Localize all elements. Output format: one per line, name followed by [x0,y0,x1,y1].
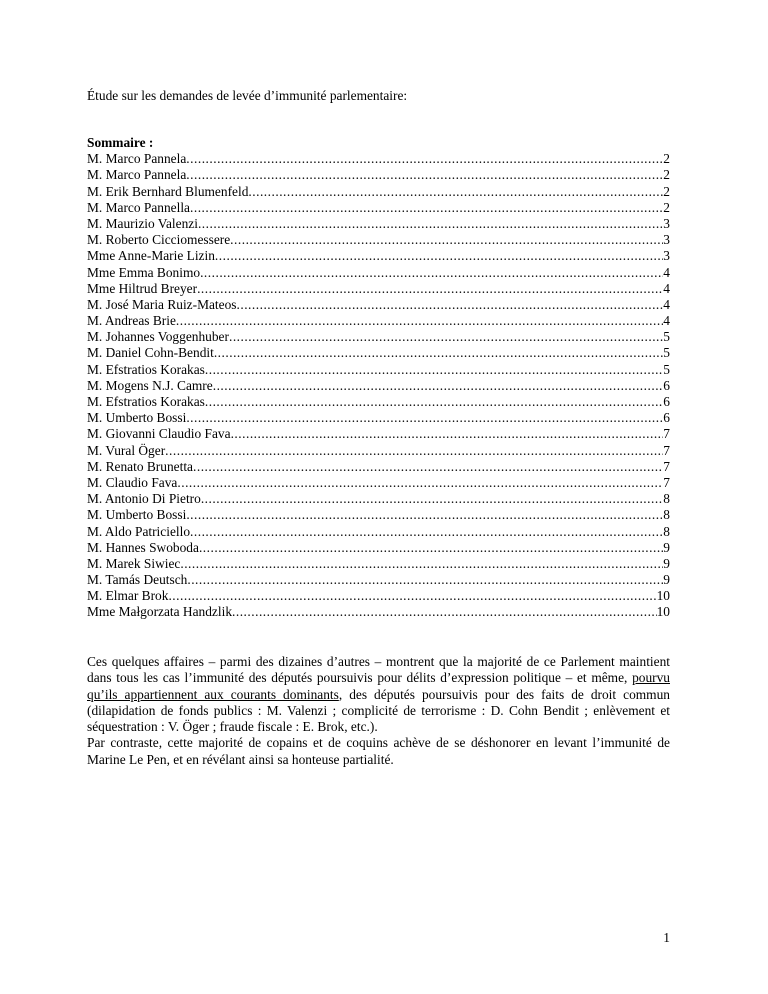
toc-entry-name: M. Hannes Swoboda [87,539,199,555]
toc-entry[interactable] [87,232,670,248]
toc-entry[interactable] [87,200,670,216]
toc-entry-name: M. Renato Brunetta [87,458,193,474]
toc-entry[interactable] [87,459,670,475]
toc-dot-leader [205,362,663,378]
toc-dot-leader [215,248,663,264]
paragraph-1 [87,654,670,735]
toc-entry[interactable] [87,329,670,345]
toc-entry-name: M. Claudio Fava [87,474,178,490]
toc-entry[interactable] [87,540,670,556]
paragraph-1-before: Ces quelques affaires – parmi des dizaines d’autres – montrent que la majorité de ce Parlement maintient dans tous les cas l’immunité des députés poursuivis pour délits d’expression politique – et même, [87,654,670,686]
toc-entry-name: Mme Hiltrud Breyer [87,280,198,296]
toc-entry[interactable] [87,556,670,572]
toc-entry[interactable] [87,167,670,183]
toc-entry-name: Mme Anne-Marie Lizin [87,248,215,264]
toc-entry[interactable] [87,443,670,459]
toc-entry-name: M. Daniel Cohn-Bendit [87,345,214,361]
page-number: 1 [663,930,670,945]
toc-entry-page: 4 [663,264,670,280]
toc-list [87,151,670,620]
toc-entry[interactable] [87,491,670,507]
toc-entry-name: M. Marco Pannela [87,167,187,183]
toc-entry[interactable] [87,248,670,264]
toc-entry-page: 2 [663,183,670,199]
toc-entry-page: 6 [663,394,670,409]
toc-entry[interactable] [87,297,670,313]
toc-entry-name: M. Umberto Bossi [87,410,187,426]
toc-entry-page: 3 [663,248,670,264]
paragraph-2: Par contraste, cette majorité de copains et de coquins achève de se déshonorer en levant l’immunité de Marine Le Pen, et en révélant ainsi sa honteuse partialité. [87,735,670,767]
toc-dot-leader [198,216,663,232]
toc-entry-name: M. Roberto Cicciomessere [87,232,231,248]
toc-dot-leader [190,524,663,540]
toc-entry[interactable] [87,475,670,491]
toc-entry-page: 8 [663,491,670,507]
toc-entry-name: M. Tamás Deutsch [87,572,188,588]
toc-entry-page: 3 [663,215,670,231]
toc-dot-leader [248,184,663,200]
toc-entry-name: M. Johannes Voggenhuber [87,329,229,345]
toc-dot-leader [229,329,663,345]
toc-dot-leader [231,426,664,442]
toc-entry-page: 10 [656,604,670,620]
toc-entry-name: M. Vural Öger [87,442,166,458]
toc-entry-page: 6 [663,377,670,393]
toc-entry-page: 5 [663,345,670,361]
toc-entry-name: M. Erik Bernhard Blumenfeld [87,183,249,199]
toc-dot-leader [199,540,663,556]
toc-entry-page: 9 [663,572,670,588]
toc-entry-name: M. Maurizio Valenzi [87,215,198,231]
toc-entry[interactable] [87,265,670,281]
toc-entry-page: 9 [663,555,670,571]
toc-entry-page: 2 [663,199,670,215]
toc-dot-leader [230,232,663,248]
toc-entry-page: 7 [663,442,670,458]
toc-dot-leader [197,281,663,297]
toc-entry[interactable] [87,604,670,620]
toc-entry-name: M. Elmar Brok [87,588,169,604]
paragraph-1-after: , des députés poursuivis pour des faits de droit commun (dilapidation de fonds publics : M. Valenzi ; complicité de terrorisme : D. Cohn Bendit ; enlèvement et séquestration : V. Öger ; fraude fiscale : E. Brok, etc.). [87,686,670,735]
toc-entry-page: 4 [663,280,670,296]
toc-entry-page: 4 [663,313,670,329]
toc-entry-name: Mme Emma Bonimo [87,264,201,280]
toc-entry-name: M. José Maria Ruiz-Mateos [87,296,237,312]
toc-entry-page: 9 [663,539,670,555]
toc-dot-leader [237,297,664,313]
toc-entry[interactable] [87,151,670,167]
toc-entry-name: M. Aldo Patriciello [87,523,191,539]
toc-entry-page: 6 [663,410,670,426]
toc-entry-page: 10 [656,588,670,604]
toc-dot-leader [193,459,663,475]
toc-dot-leader [165,443,663,459]
paragraph-1-underlined: pourvu qu’ils appartiennent aux courants dominants [87,670,670,702]
toc-entry[interactable] [87,345,670,361]
toc-entry-name: M. Marek Siwiec [87,555,181,571]
toc-entry-name: M. Antonio Di Pietro [87,491,201,507]
toc-entry[interactable] [87,362,670,378]
toc-dot-leader [205,394,663,410]
toc-entry[interactable] [87,410,670,426]
toc-entry-page: 2 [663,167,670,183]
toc-dot-leader [187,572,663,588]
toc-dot-leader [186,507,663,523]
document-title: Étude sur les demandes de levée d’immunité parlementaire: [87,88,408,103]
table-of-contents [87,135,670,621]
toc-entry-page: 8 [663,507,670,523]
toc-entry-page: 3 [663,232,670,248]
toc-dot-leader [177,475,663,491]
toc-dot-leader [190,200,663,216]
toc-dot-leader [232,604,657,620]
toc-entry[interactable] [87,313,670,329]
toc-entry[interactable] [87,184,670,200]
toc-entry[interactable] [87,378,670,394]
toc-dot-leader [180,556,663,572]
toc-entry-page: 7 [663,474,670,490]
toc-entry-name: M. Marco Pannella [87,199,191,215]
toc-entry-page: 8 [663,523,670,539]
toc-entry-page: 7 [663,426,670,442]
toc-entry-page: 7 [663,458,670,474]
toc-entry[interactable] [87,524,670,540]
toc-entry[interactable] [87,507,670,523]
toc-entry-name: M. Umberto Bossi [87,507,187,523]
toc-entry-name: M. Efstratios Korakas [87,394,205,409]
toc-entry-page: 4 [663,296,670,312]
toc-entry[interactable] [87,572,670,588]
body-text [87,654,670,768]
toc-dot-leader [168,588,656,604]
toc-entry-name: M. Efstratios Korakas [87,361,205,377]
toc-dot-leader [176,313,663,329]
toc-dot-leader [186,151,663,167]
toc-entry-page: 5 [663,329,670,345]
toc-dot-leader [200,265,663,281]
toc-heading: Sommaire : [87,135,154,150]
toc-dot-leader [214,345,663,361]
toc-dot-leader [186,167,663,183]
toc-entry-page: 5 [663,361,670,377]
toc-entry-name: M. Mogens N.J. Camre [87,377,213,393]
toc-entry-name: M. Andreas Brie [87,313,176,329]
toc-entry-name: Mme Małgorzata Handzlik [87,604,233,620]
toc-entry[interactable] [87,216,670,232]
toc-entry[interactable] [87,281,670,297]
toc-dot-leader [186,410,663,426]
toc-entry[interactable] [87,426,670,442]
toc-entry-page: 2 [663,151,670,167]
toc-dot-leader [201,491,663,507]
toc-entry-name: M. Marco Pannela [87,151,187,167]
toc-entry[interactable] [87,588,670,604]
toc-entry-name: M. Giovanni Claudio Fava [87,426,231,442]
toc-entry[interactable] [87,394,670,410]
toc-dot-leader [213,378,664,394]
